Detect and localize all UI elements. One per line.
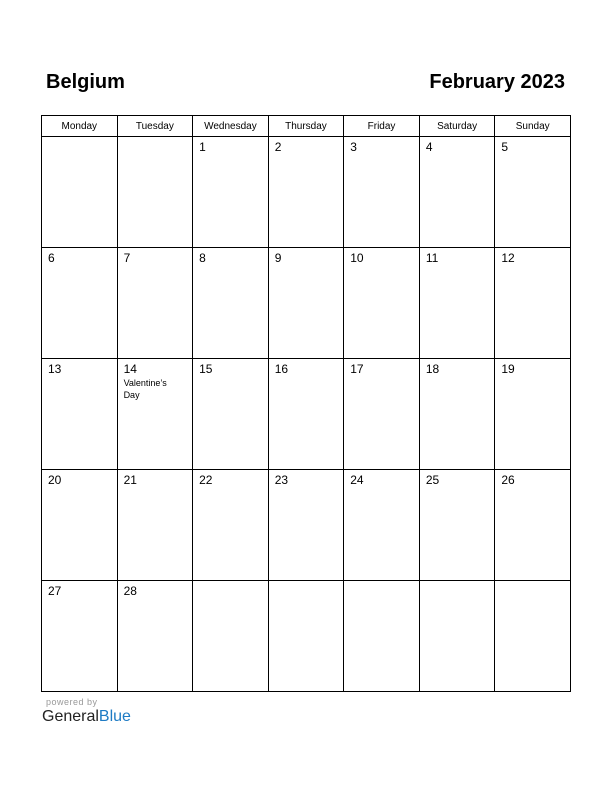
day-cell	[193, 470, 269, 581]
day-number	[42, 137, 117, 140]
day-cell	[117, 359, 193, 470]
day-cell	[419, 581, 495, 692]
day-number: 23	[274, 473, 289, 487]
day-number: 22	[199, 473, 213, 487]
day-number: 14	[123, 362, 137, 376]
holiday-label: Valentine’s Day	[123, 378, 167, 400]
day-number: 21	[123, 473, 137, 487]
day-number: 19	[501, 362, 515, 376]
day-cell	[42, 248, 118, 359]
day-number: 13	[48, 362, 62, 376]
day-cell	[117, 470, 193, 581]
day-cell	[495, 248, 571, 359]
day-cell	[193, 359, 269, 470]
week-row	[42, 137, 571, 248]
day-cell	[193, 581, 269, 692]
weekday-sunday: Sunday	[495, 116, 571, 137]
day-number: 28	[123, 584, 137, 598]
day-number: 20	[48, 473, 62, 487]
day-number: 18	[425, 362, 440, 376]
country-title: Belgium	[46, 71, 125, 93]
weekday-header-row	[42, 116, 571, 137]
powered-by-label: powered by	[46, 697, 98, 707]
week-row	[42, 248, 571, 359]
day-number: 16	[274, 362, 289, 376]
day-number	[118, 137, 193, 140]
day-cell	[419, 359, 495, 470]
day-cell	[419, 248, 495, 359]
day-cell	[344, 581, 420, 692]
calendar-grid	[41, 115, 571, 692]
day-number: 11	[425, 251, 439, 265]
day-number: 1	[199, 140, 206, 154]
day-cell	[268, 470, 344, 581]
day-cell	[42, 359, 118, 470]
day-number: 4	[425, 140, 433, 154]
brand-blue-text: Blue	[98, 708, 131, 725]
week-row	[42, 359, 571, 470]
day-number: 15	[199, 362, 213, 376]
week-row	[42, 581, 571, 692]
day-cell	[344, 248, 420, 359]
day-cell	[419, 470, 495, 581]
day-number: 27	[48, 584, 62, 598]
day-cell	[117, 581, 193, 692]
day-cell	[268, 137, 344, 248]
day-number: 17	[350, 362, 364, 376]
day-cell	[193, 248, 269, 359]
month-title: February 2023	[429, 71, 565, 93]
day-cell	[495, 470, 571, 581]
day-number: 24	[350, 473, 364, 487]
day-cell	[42, 137, 118, 248]
day-number	[344, 581, 419, 584]
day-cell	[419, 137, 495, 248]
day-number	[420, 581, 495, 584]
weekday-monday: Monday	[42, 116, 118, 137]
day-cell	[495, 137, 571, 248]
day-number: 7	[123, 251, 131, 265]
weekday-wednesday: Wednesday	[193, 116, 269, 137]
day-number: 26	[501, 473, 515, 487]
day-number: 8	[199, 251, 206, 265]
day-number: 9	[274, 251, 282, 265]
day-cell	[495, 581, 571, 692]
day-number: 3	[350, 140, 357, 154]
day-cell	[193, 137, 269, 248]
day-number: 12	[501, 251, 515, 265]
day-cell	[344, 470, 420, 581]
day-cell	[42, 470, 118, 581]
day-cell	[495, 359, 571, 470]
day-number	[495, 581, 570, 584]
day-number: 25	[425, 473, 440, 487]
weekday-thursday: Thursday	[268, 116, 344, 137]
day-number	[193, 581, 268, 584]
day-cell	[42, 581, 118, 692]
day-cell	[117, 248, 193, 359]
day-number: 10	[350, 251, 364, 265]
day-number: 6	[48, 251, 55, 265]
day-number: 5	[501, 140, 509, 154]
day-number: 2	[274, 140, 282, 154]
brand-general-text: General	[42, 708, 99, 725]
day-cell	[344, 359, 420, 470]
day-cell	[268, 581, 344, 692]
weekday-friday: Friday	[344, 116, 420, 137]
weekday-saturday: Saturday	[419, 116, 495, 137]
day-cell	[268, 248, 344, 359]
week-row	[42, 470, 571, 581]
day-number	[269, 581, 344, 584]
day-cell	[268, 359, 344, 470]
weekday-tuesday: Tuesday	[117, 116, 193, 137]
generalblue-logo[interactable]	[42, 708, 131, 726]
day-cell	[117, 137, 193, 248]
day-cell	[344, 137, 420, 248]
